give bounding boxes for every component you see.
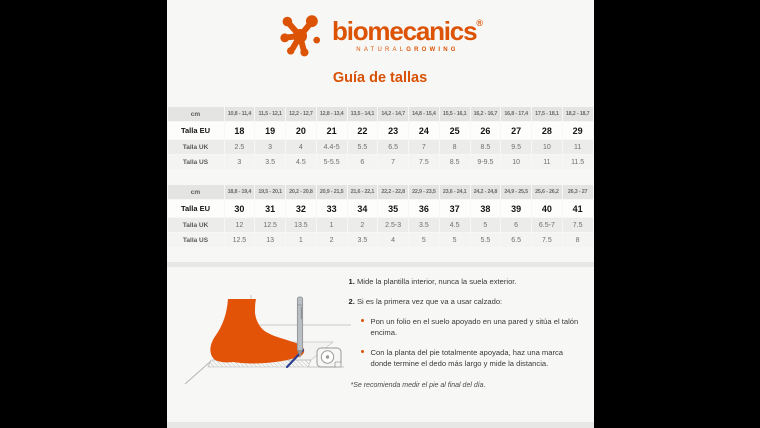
size-cell: 11.5 <box>563 155 593 169</box>
table-row-cm <box>168 185 593 199</box>
table-row-cm <box>168 107 593 121</box>
brand-tagline: NATURALGROWING <box>356 47 459 53</box>
size-cell: 22 <box>348 122 378 139</box>
size-cell: 8 <box>563 233 593 247</box>
size-cell: 2 <box>317 233 347 247</box>
brand-logo <box>167 12 594 65</box>
size-cell: 16,8 - 17,4 <box>501 107 531 121</box>
size-cell: 3.5 <box>348 233 378 247</box>
table-row-talla-uk <box>168 140 593 154</box>
size-cell: 7.5 <box>532 233 562 247</box>
size-cell: 3.5 <box>255 155 285 169</box>
size-cell: 3 <box>255 140 285 154</box>
size-cell: 6.5-7 <box>532 218 562 232</box>
size-cell: 7.5 <box>409 155 439 169</box>
size-cell: 5 <box>471 218 501 232</box>
size-cell: 12.5 <box>225 233 255 247</box>
size-cell: 21,6 - 22,1 <box>348 185 378 199</box>
table-row-talla-eu <box>168 200 593 217</box>
size-cell: 6.5 <box>378 140 408 154</box>
instruction-bullet: Pon un folio en el suelo apoyado en una pared y sitúa el talón encima. <box>361 316 585 338</box>
size-cell: 10 <box>532 140 562 154</box>
size-cell: 4 <box>378 233 408 247</box>
tape-measure-icon <box>317 348 341 367</box>
size-cell: 4.5 <box>286 155 316 169</box>
size-cell: 33 <box>317 200 347 217</box>
size-cell: 5-5.5 <box>317 155 347 169</box>
size-cell: 1 <box>286 233 316 247</box>
size-cell: 28 <box>532 122 562 139</box>
size-cell: 13,5 - 14,1 <box>348 107 378 121</box>
size-cell: 2.5 <box>225 140 255 154</box>
size-cell: 5.5 <box>348 140 378 154</box>
instruction-step-1: 1. Mide la plantilla interior, nunca la suela exterior. <box>348 277 517 286</box>
size-cell: 22,9 - 23,5 <box>409 185 439 199</box>
size-cell: 16,2 - 16,7 <box>471 107 501 121</box>
size-cell: 3 <box>225 155 255 169</box>
size-cell: 22,2 - 22,8 <box>378 185 408 199</box>
size-cell: 8 <box>440 140 470 154</box>
size-cell: 3.5 <box>409 218 439 232</box>
size-cell: 31 <box>255 200 285 217</box>
size-cell: 19 <box>255 122 285 139</box>
size-cell: 18,8 - 19,4 <box>225 185 255 199</box>
foot-measurement-illustration <box>181 283 353 411</box>
size-cell: 23 <box>378 122 408 139</box>
size-cell: 41 <box>563 200 593 217</box>
size-cell: 32 <box>286 200 316 217</box>
size-cell: 35 <box>378 200 408 217</box>
size-cell: 11 <box>563 140 593 154</box>
size-cell: 9-9.5 <box>471 155 501 169</box>
size-cell: 2.5-3 <box>378 218 408 232</box>
size-cell: 8.5 <box>440 155 470 169</box>
size-cell: 17,5 - 18,1 <box>532 107 562 121</box>
step-number: 1. <box>348 277 355 286</box>
foot-shape <box>210 299 304 363</box>
size-cell: 36 <box>409 200 439 217</box>
size-cell: 6.5 <box>501 233 531 247</box>
size-cell: 6 <box>348 155 378 169</box>
biomecanics-splat-icon <box>277 12 323 65</box>
row-label: Talla US <box>168 155 224 169</box>
pen-icon <box>297 297 302 358</box>
size-cell: 20,9 - 21,5 <box>317 185 347 199</box>
size-cell: 5 <box>440 233 470 247</box>
size-cell: 4.5 <box>440 218 470 232</box>
size-cell: 37 <box>440 200 470 217</box>
size-cell: 11,5 - 12,1 <box>255 107 285 121</box>
measurement-footnote: *Se recomienda medir el pie al final del día. <box>350 382 486 389</box>
size-cell: 18,2 - 18,7 <box>563 107 593 121</box>
size-cell: 8.5 <box>471 140 501 154</box>
size-cell: 23,6 - 24,1 <box>440 185 470 199</box>
section-divider <box>167 262 594 267</box>
size-cell: 12.5 <box>255 218 285 232</box>
size-cell: 34 <box>348 200 378 217</box>
size-cell: 26 <box>471 122 501 139</box>
registered-mark: ® <box>476 18 483 28</box>
size-cell: 40 <box>532 200 562 217</box>
size-cell: 10 <box>501 155 531 169</box>
size-cell: 24 <box>409 122 439 139</box>
row-label: cm <box>168 185 224 199</box>
size-cell: 7 <box>378 155 408 169</box>
row-label: Talla EU <box>168 200 224 217</box>
size-cell: 27 <box>501 122 531 139</box>
size-cell: 25,6 - 26,2 <box>532 185 562 199</box>
size-cell: 29 <box>563 122 593 139</box>
size-cell: 20 <box>286 122 316 139</box>
size-table-eu-18-29 <box>167 106 594 170</box>
size-cell: 39 <box>501 200 531 217</box>
table-row-talla-eu <box>168 122 593 139</box>
size-cell: 20,2 - 20,8 <box>286 185 316 199</box>
size-cell: 10,8 - 11,4 <box>225 107 255 121</box>
size-cell: 14,2 - 14,7 <box>378 107 408 121</box>
measurement-instructions <box>349 276 585 389</box>
size-cell: 7 <box>409 140 439 154</box>
size-cell: 19,5 - 20,1 <box>255 185 285 199</box>
size-cell: 26,3 - 27 <box>563 185 593 199</box>
instruction-bullet: Con la planta del pie totalmente apoyada, haz una marca donde termine el dedo más largo y mide la distancia. <box>361 347 585 369</box>
brand-wordmark: biomecanics® <box>332 16 483 46</box>
size-cell: 5.5 <box>471 233 501 247</box>
page-title: Guía de tallas <box>332 70 428 86</box>
size-cell: 7.5 <box>563 218 593 232</box>
size-cell: 11 <box>532 155 562 169</box>
row-label: Talla UK <box>168 218 224 232</box>
table-row-talla-us <box>168 155 593 169</box>
brand-logo-text <box>332 12 483 53</box>
size-cell: 15,5 - 16,1 <box>440 107 470 121</box>
size-cell: 9.5 <box>501 140 531 154</box>
size-table-eu-30-41 <box>167 184 594 248</box>
bullet-dot-icon <box>361 319 364 322</box>
size-cell: 1 <box>317 218 347 232</box>
size-cell: 30 <box>225 200 255 217</box>
bullet-dot-icon <box>361 350 364 353</box>
size-cell: 6 <box>501 218 531 232</box>
row-label: Talla US <box>168 233 224 247</box>
row-label: cm <box>168 107 224 121</box>
step-number: 2. <box>348 297 355 306</box>
table-row-talla-us <box>168 233 593 247</box>
size-cell: 12,2 - 12,7 <box>286 107 316 121</box>
instruction-step-2: 2. Si es la primera vez que va a usar calzado: <box>348 297 503 306</box>
row-label: Talla EU <box>168 122 224 139</box>
size-cell: 14,8 - 15,4 <box>409 107 439 121</box>
size-cell: 12,8 - 13,4 <box>317 107 347 121</box>
size-cell: 24,9 - 25,5 <box>501 185 531 199</box>
size-cell: 21 <box>317 122 347 139</box>
size-guide-card <box>167 0 594 428</box>
instruction-bullet-list <box>361 316 585 369</box>
size-cell: 5 <box>409 233 439 247</box>
size-cell: 12 <box>225 218 255 232</box>
size-cell: 24,2 - 24,8 <box>471 185 501 199</box>
size-cell: 13 <box>255 233 285 247</box>
table-row-talla-uk <box>168 218 593 232</box>
size-cell: 25 <box>440 122 470 139</box>
size-cell: 4.4-5 <box>317 140 347 154</box>
row-label: Talla UK <box>168 140 224 154</box>
size-cell: 2 <box>348 218 378 232</box>
size-cell: 18 <box>225 122 255 139</box>
size-cell: 38 <box>471 200 501 217</box>
size-cell: 13.5 <box>286 218 316 232</box>
size-cell: 4 <box>286 140 316 154</box>
bottom-strip <box>167 422 594 428</box>
